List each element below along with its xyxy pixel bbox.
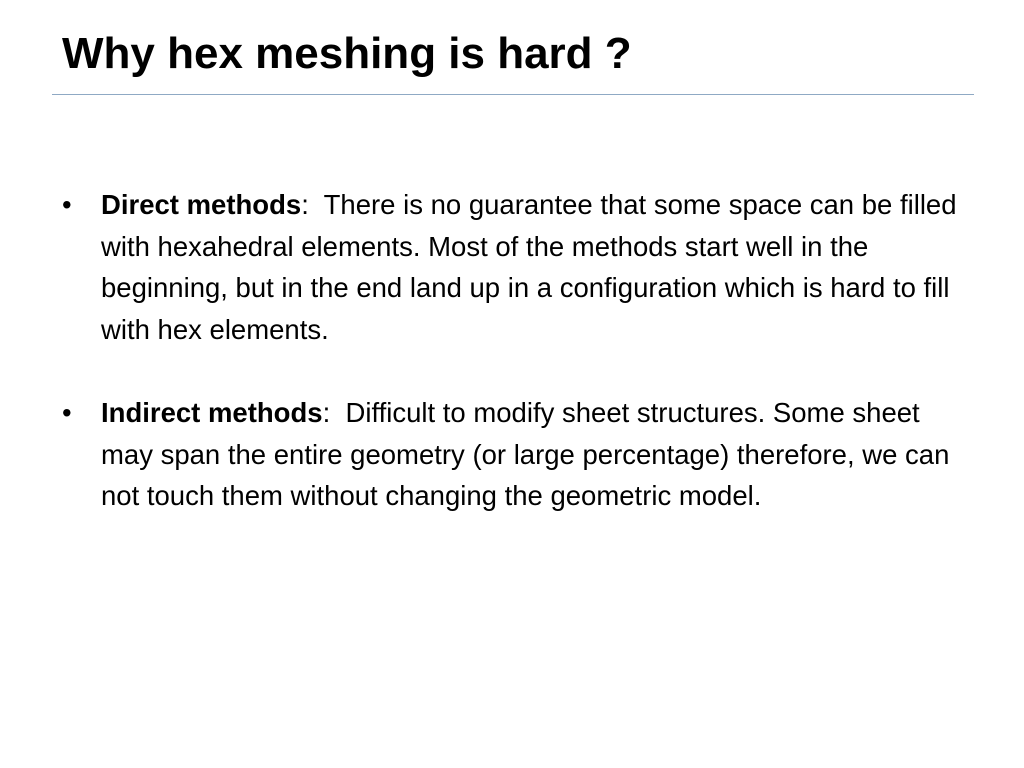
- bullet-item-direct-methods: [62, 184, 962, 350]
- bullet-separator: :: [301, 189, 324, 220]
- bullet-text: There is no guarantee that some space can be filled with hexahedral elements. Most of the methods start well in the beginning, but in the end land up in a configuration which is hard to fill with hex elements.: [101, 189, 957, 345]
- bullet-icon: •: [62, 397, 72, 428]
- bullet-icon: •: [62, 189, 72, 220]
- bullet-text: Difficult to modify sheet structures. Some sheet may span the entire geometry (or large percentage) therefore, we can not touch them without changing the geometric model.: [101, 397, 950, 511]
- bullet-separator: :: [322, 397, 346, 428]
- bullet-term: Indirect methods: [101, 397, 323, 428]
- bullet-item-indirect-methods: [62, 392, 962, 517]
- slide-title: Why hex meshing is hard ?: [62, 29, 632, 78]
- title-divider: [52, 94, 974, 95]
- bullet-term: Direct methods: [101, 189, 302, 220]
- bullet-list: [62, 184, 962, 559]
